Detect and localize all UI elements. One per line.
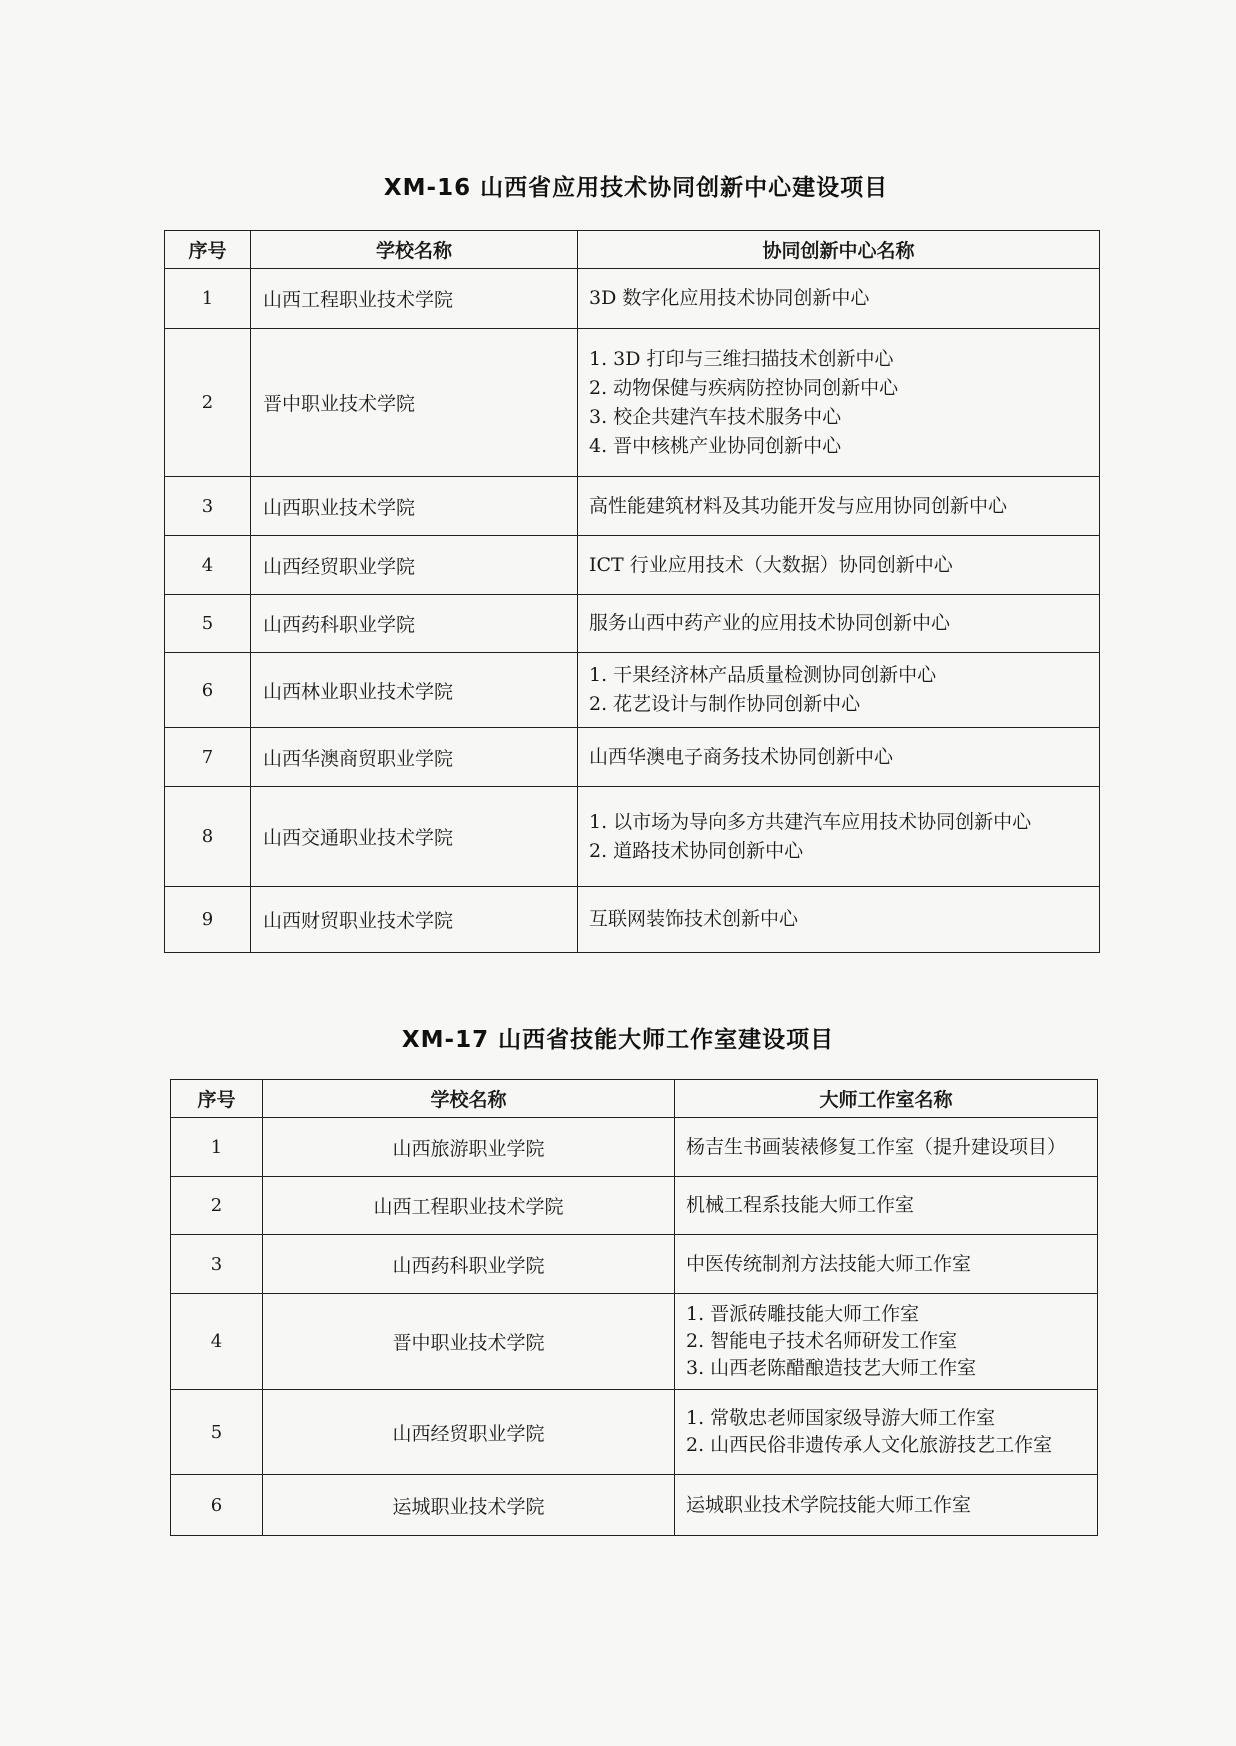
studio-item: 机械工程系技能大师工作室 bbox=[686, 1194, 915, 1216]
center-name bbox=[578, 728, 1100, 787]
school-name: 运城职业技术学院 bbox=[263, 1475, 675, 1536]
school-name: 山西经贸职业学院 bbox=[263, 1390, 675, 1475]
center-name bbox=[578, 329, 1100, 477]
row-number: 6 bbox=[171, 1475, 263, 1536]
school-name: 山西药科职业学院 bbox=[263, 1235, 675, 1294]
school-name: 山西林业职业技术学院 bbox=[251, 653, 578, 728]
section1-title: XM-16 山西省应用技术协同创新中心建设项目 bbox=[383, 175, 889, 201]
row-number: 2 bbox=[171, 1177, 263, 1235]
table-row bbox=[165, 477, 1100, 536]
school-name: 山西职业技术学院 bbox=[251, 477, 578, 536]
school-name: 晋中职业技术学院 bbox=[263, 1294, 675, 1390]
table-row bbox=[165, 595, 1100, 653]
school-name: 山西财贸职业技术学院 bbox=[251, 887, 578, 953]
studio-item: 3. 山西老陈醋酿造技艺大师工作室 bbox=[686, 1357, 977, 1379]
header-school: 学校名称 bbox=[251, 231, 578, 269]
row-number: 5 bbox=[171, 1390, 263, 1475]
center-name bbox=[578, 653, 1100, 728]
row-number: 8 bbox=[165, 787, 251, 887]
table-row bbox=[171, 1294, 1098, 1390]
row-number: 5 bbox=[165, 595, 251, 653]
studio-name bbox=[675, 1118, 1098, 1177]
center-item: 高性能建筑材料及其功能开发与应用协同创新中心 bbox=[589, 494, 1008, 517]
row-number: 6 bbox=[165, 653, 251, 728]
school-name: 山西华澳商贸职业学院 bbox=[251, 728, 578, 787]
school-name: 山西药科职业学院 bbox=[251, 595, 578, 653]
table-row bbox=[171, 1390, 1098, 1475]
table-row bbox=[171, 1235, 1098, 1294]
row-number: 3 bbox=[165, 477, 251, 536]
studio-item: 2. 智能电子技术名师研发工作室 bbox=[686, 1330, 958, 1352]
row-number: 2 bbox=[165, 329, 251, 477]
table-row bbox=[165, 653, 1100, 728]
center-item: 服务山西中药产业的应用技术协同创新中心 bbox=[589, 612, 951, 634]
studio-item: 1. 晋派砖雕技能大师工作室 bbox=[686, 1303, 920, 1325]
section2-title: XM-17 山西省技能大师工作室建设项目 bbox=[401, 1027, 835, 1053]
header-center: 协同创新中心名称 bbox=[578, 231, 1100, 269]
studio-name bbox=[675, 1390, 1098, 1475]
studio-name bbox=[675, 1294, 1098, 1390]
center-name bbox=[578, 595, 1100, 653]
row-number: 7 bbox=[165, 728, 251, 787]
center-name bbox=[578, 536, 1100, 595]
studio-name bbox=[675, 1235, 1098, 1294]
center-item: 2. 花艺设计与制作协同创新中心 bbox=[589, 693, 861, 715]
center-item: 山西华澳电子商务技术协同创新中心 bbox=[589, 745, 894, 768]
studio-item: 2. 山西民俗非遗传承人文化旅游技艺工作室 bbox=[686, 1434, 1053, 1456]
table-row bbox=[165, 329, 1100, 477]
school-name: 山西旅游职业学院 bbox=[263, 1118, 675, 1177]
center-name bbox=[578, 477, 1100, 536]
center-item: 1. 3D 打印与三维扫描技术创新中心 bbox=[589, 347, 894, 370]
school-name: 山西工程职业技术学院 bbox=[263, 1177, 675, 1235]
table-row bbox=[165, 536, 1100, 595]
school-name: 晋中职业技术学院 bbox=[251, 329, 578, 477]
studio-item: 杨吉生书画装裱修复工作室（提升建设项目） bbox=[686, 1135, 1067, 1158]
table-row bbox=[171, 1118, 1098, 1177]
header-studio: 大师工作室名称 bbox=[675, 1080, 1098, 1118]
center-item: 2. 道路技术协同创新中心 bbox=[589, 839, 804, 862]
center-item: 3D 数字化应用技术协同创新中心 bbox=[589, 287, 870, 309]
school-name: 山西交通职业技术学院 bbox=[251, 787, 578, 887]
table-row bbox=[165, 728, 1100, 787]
header-seq: 序号 bbox=[165, 231, 251, 269]
table-row bbox=[165, 787, 1100, 887]
center-item: 4. 晋中核桃产业协同创新中心 bbox=[589, 434, 842, 457]
center-name bbox=[578, 887, 1100, 953]
center-item: 1. 干果经济林产品质量检测协同创新中心 bbox=[589, 664, 937, 686]
center-item: ICT 行业应用技术（大数据）协同创新中心 bbox=[589, 553, 953, 576]
center-item: 3. 校企共建汽车技术服务中心 bbox=[589, 405, 842, 428]
table-row bbox=[165, 269, 1100, 329]
center-item: 2. 动物保健与疾病防控协同创新中心 bbox=[589, 376, 899, 399]
row-number: 1 bbox=[171, 1118, 263, 1177]
row-number: 4 bbox=[165, 536, 251, 595]
center-item: 互联网装饰技术创新中心 bbox=[589, 908, 799, 930]
table-row bbox=[171, 1475, 1098, 1536]
table-row bbox=[171, 1177, 1098, 1235]
innovation-center-table bbox=[164, 230, 1100, 953]
row-number: 9 bbox=[165, 887, 251, 953]
master-studio-table bbox=[170, 1079, 1098, 1536]
center-name bbox=[578, 787, 1100, 887]
row-number: 3 bbox=[171, 1235, 263, 1294]
school-name: 山西经贸职业学院 bbox=[251, 536, 578, 595]
header-seq: 序号 bbox=[171, 1080, 263, 1118]
row-number: 4 bbox=[171, 1294, 263, 1390]
header-school: 学校名称 bbox=[263, 1080, 675, 1118]
row-number: 1 bbox=[165, 269, 251, 329]
studio-name bbox=[675, 1177, 1098, 1235]
studio-item: 运城职业技术学院技能大师工作室 bbox=[686, 1493, 972, 1516]
studio-name bbox=[675, 1475, 1098, 1536]
studio-item: 中医传统制剂方法技能大师工作室 bbox=[686, 1252, 972, 1275]
center-name bbox=[578, 269, 1100, 329]
school-name: 山西工程职业技术学院 bbox=[251, 269, 578, 329]
table-header-row bbox=[165, 231, 1100, 269]
table-row bbox=[165, 887, 1100, 953]
table-header-row bbox=[171, 1080, 1098, 1118]
center-item: 1. 以市场为导向多方共建汽车应用技术协同创新中心 bbox=[589, 810, 1032, 833]
studio-item: 1. 常敬忠老师国家级导游大师工作室 bbox=[686, 1407, 996, 1429]
